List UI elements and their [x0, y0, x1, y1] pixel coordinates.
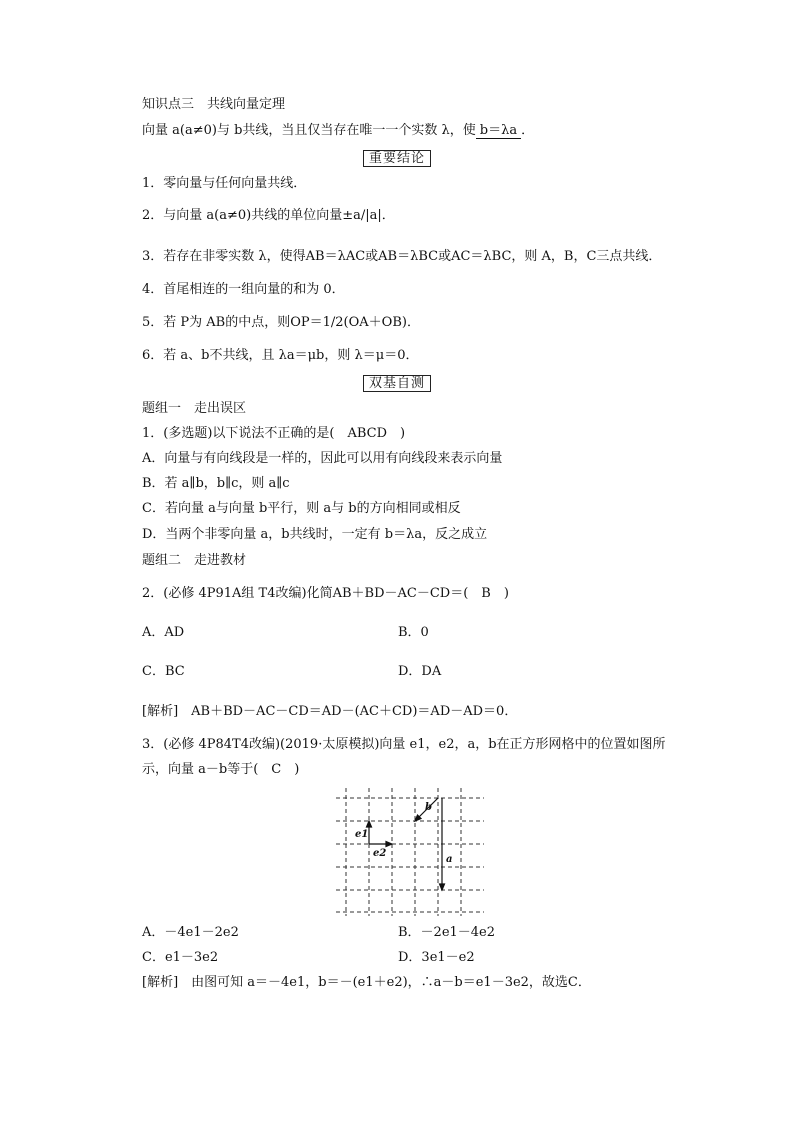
group-title: 题组一 走出误区 — [142, 401, 247, 416]
analysis: [解析] AB＋BD－AC－CD＝AD－(AC＋CD)＝AD－AD＝0． — [142, 704, 518, 719]
option: D．当两个非零向量 a，b共线时，一定有 b＝λa，反之成立 — [142, 527, 488, 542]
conclusion-item: 4．首尾相连的一组向量的和为 0． — [142, 282, 345, 297]
question-stem: 2．(必修 4P91A组 T4改编)化简AB＋BD－AC－CD＝( B ) — [142, 586, 509, 601]
question-stem: 1．(多选题)以下说法不正确的是( ABCD ) — [142, 426, 406, 441]
group-title: 题组二 走进教材 — [142, 553, 247, 568]
option: A．－4e1－2e2 — [142, 925, 239, 940]
conclusion-item: 3．若存在非零实数 λ，使得AB＝λAC或AB＝λBC或AC＝λBC，则 A，B，C三点共线． — [142, 249, 662, 264]
section-title: 知识点三 共线向量定理 — [142, 97, 286, 112]
option: D．DA — [398, 664, 442, 679]
theorem-blank: b＝λa — [476, 123, 521, 139]
option: C．BC — [142, 664, 185, 679]
analysis: [解析] 由图可知 a＝－4e1，b＝－(e1＋e2)，∴a－b＝e1－3e2，故选C． — [142, 975, 591, 990]
conclusion-item: 5．若 P为 AB的中点，则OP＝1/2(OA＋OB)． — [142, 315, 420, 330]
option: A．AD — [142, 625, 185, 640]
label-b: b — [425, 802, 432, 813]
conclusion-item: 1．零向量与任何向量共线． — [142, 176, 307, 191]
conclusion-item: 6．若 a、b不共线，且 λa＝μb，则 λ＝μ＝0． — [142, 348, 419, 363]
self-test-heading: 双基自测 — [0, 375, 794, 393]
label-a: a — [446, 854, 453, 865]
conclusions-heading: 重要结论 — [0, 150, 794, 168]
option: B．0 — [398, 625, 429, 640]
theorem-text: 向量 a(a≠0)与 b共线，当且仅当存在唯一一个实数 λ，使 b＝λa ． — [142, 123, 535, 138]
grid-figure — [336, 788, 486, 916]
question-stem: 3．(必修 4P84T4改编)(2019·太原模拟)向量 e1，e2，a，b在正方形网格中的位置如图所 — [142, 737, 666, 752]
option: A．向量与有向线段是一样的，因此可以用有向线段来表示向量 — [142, 451, 503, 466]
option: B．－2e1－4e2 — [398, 925, 496, 940]
question-stem: 示，向量 a－b等于( C ) — [142, 762, 300, 777]
option: B．若 a∥b，b∥c，则 a∥c — [142, 476, 290, 491]
label-e2: e2 — [373, 848, 387, 859]
option: C．若向量 a与向量 b平行，则 a与 b的方向相同或相反 — [142, 501, 461, 516]
option: D．3e1－e2 — [398, 950, 475, 965]
conclusion-item: 2．与向量 a(a≠0)共线的单位向量±a/|a|． — [142, 208, 395, 223]
option: C．e1－3e2 — [142, 950, 219, 965]
label-e1: e1 — [355, 829, 369, 840]
